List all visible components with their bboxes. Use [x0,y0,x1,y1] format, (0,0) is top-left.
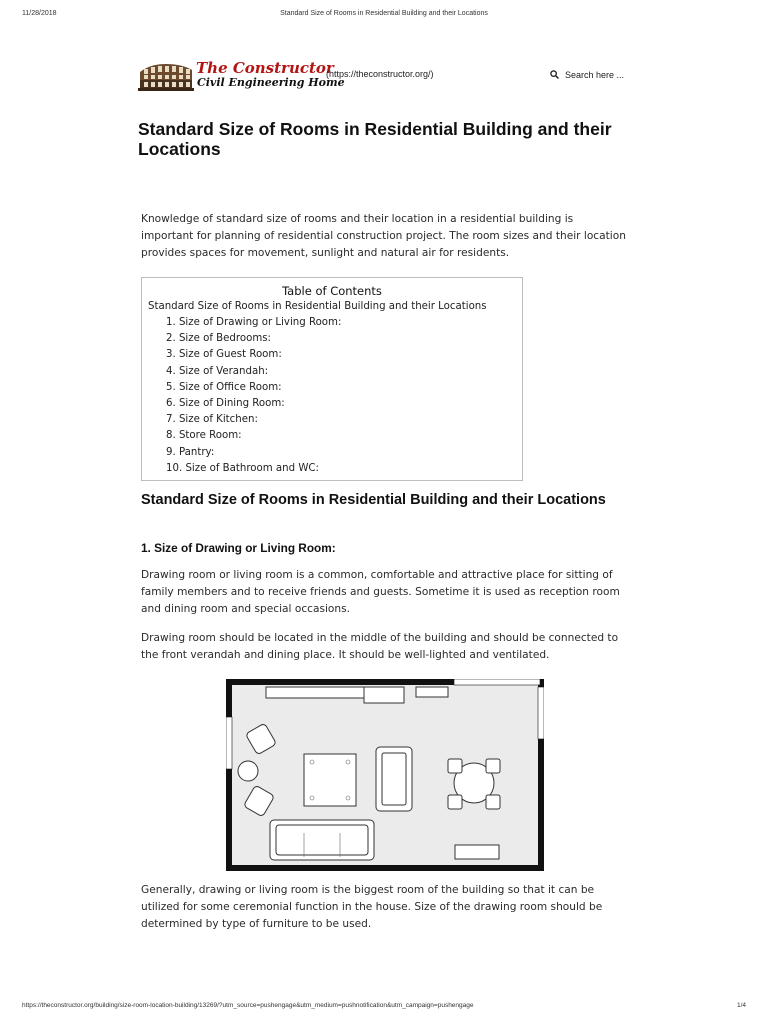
print-header [22,10,746,22]
toc-item[interactable]: 8. Store Room: [166,430,242,442]
section-heading: Standard Size of Rooms in Residential Building and their Locations [141,492,606,508]
toc-item[interactable]: 9. Pantry: [166,446,215,458]
brand-tagline: Civil Engineering Home [197,76,345,89]
search-icon [550,70,559,79]
print-date: 11/28/2018 [22,10,57,17]
table-of-contents [141,277,523,481]
toc-item[interactable]: 5. Size of Office Room: [166,381,282,393]
living-room-paragraph-3: Generally, drawing or living room is the biggest room of the building so that it can be utilized for some ceremonial function in the house. Size of the drawing room should be determined by type of furniture to be used. [141,884,603,930]
brand[interactable] [196,60,345,89]
article-title: Standard Size of Rooms in Residential Building and their Locations [138,119,612,159]
print-footer-url: https://theconstructor.org/building/size-room-location-building/13269/?utm_source=pushengage&utm_medium=pushnotification&utm_campaign=pushengage [22,1002,474,1009]
page-number: 1/4 [736,1002,746,1009]
print-title: Standard Size of Rooms in Residential Building and their Locations [280,10,488,17]
print-footer [22,1002,746,1014]
toc-item[interactable]: 4. Size of Verandah: [166,365,269,377]
toc-item[interactable]: 10. Size of Bathroom and WC: [166,462,319,474]
living-room-paragraph-2: Drawing room should be located in the middle of the building and should be connected to the front verandah and dining place. It should be well-lighted and ventilated. [141,632,619,661]
toc-title: Table of Contents [282,284,382,298]
toc-item[interactable]: 1. Size of Drawing or Living Room: [166,317,342,328]
site-header [138,56,638,96]
colosseum-logo-icon[interactable] [138,58,194,94]
brand-name[interactable]: The Constructor [196,59,334,77]
living-room-subheading: 1. Size of Drawing or Living Room: [141,541,336,555]
toc-item[interactable]: 7. Size of Kitchen: [166,414,258,426]
toc-list [142,315,522,477]
intro-paragraph: Knowledge of standard size of rooms and their location in a residential building is important for planning of residential construction project. The room sizes and their location provides spaces for movement, sunlight and natural air for residents. [141,213,626,259]
toc-item[interactable]: 3. Size of Guest Room: [166,349,282,361]
toc-main-link[interactable]: Standard Size of Rooms in Residential Building and their Locations [148,301,487,312]
search-input[interactable] [550,70,624,80]
living-room-floorplan-image [226,679,544,871]
toc-item[interactable]: 6. Size of Dining Room: [166,398,285,410]
living-room-paragraph-1: Drawing room or living room is a common, comfortable and attractive place for sitting of family members and to receive friends and guests. Sometime it is used as reception room and dining room and special occasions. [141,569,620,615]
toc-item[interactable]: 2. Size of Bedrooms: [166,333,271,345]
search-placeholder: Search here ... [565,70,625,80]
site-url[interactable]: (https://theconstructor.org/) [326,69,434,79]
